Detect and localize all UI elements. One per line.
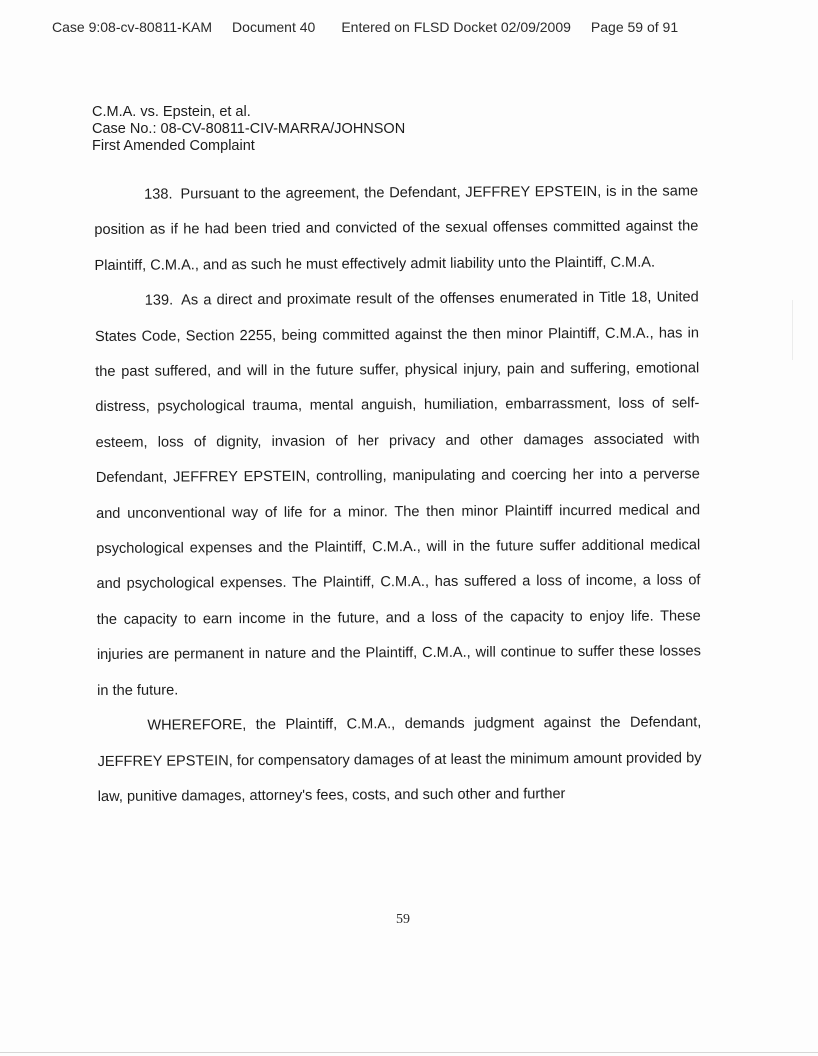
- caption-case-number: Case No.: 08-CV-80811-CIV-MARRA/JOHNSON: [92, 121, 406, 137]
- document-number: Document 40: [232, 19, 316, 35]
- paragraph-number: 139.: [144, 292, 174, 309]
- paragraph-text: WHEREFORE, the Plaintiff, C.M.A., demands judgment against the Defendant, JEFFREY EPSTEIN, for compensatory damages of at least the minimum amount provided by law, punitive damages, attorney's fees, costs, and such other and further: [97, 714, 702, 805]
- page-count: Page 59 of 91: [590, 19, 679, 35]
- paragraph-text: As a direct and proximate result of the offenses enumerated in Title 18, United States Code, Section 2255, being committed against the then minor Plaintiff, C.M.A., has in the past suffered, and will in the future suffer, physical injury, pain and suffering, emotional distress, psychological trauma, mental anguish, humiliation, embarrassment, loss of self-esteem, loss of dignity, invasion of her privacy and other damages associated with Defendant, JEFFREY EPSTEIN, controlling, manipulating and coercing her into a perverse and unconventional way of life for a minor. The then minor Plaintiff incurred medical and psychological expenses and the Plaintiff, C.M.A., will in the future suffer additional medical and psychological expenses. The Plaintiff, C.M.A., has suffered a loss of income, a loss of the capacity to earn income in the future, and a loss of the capacity to enjoy life. These injuries are permanent in nature and the Plaintiff, C.M.A., will continue to suffer these losses in the future.: [94, 289, 701, 699]
- docket-header-stamp: [52, 19, 678, 35]
- case-number: Case 9:08-cv-80811-KAM: [52, 19, 213, 35]
- caption-parties: C.M.A. vs. Epstein, et al.: [92, 104, 251, 120]
- paragraph-139: [95, 281, 702, 710]
- docket-entry-date: Entered on FLSD Docket 02/09/2009: [341, 19, 571, 35]
- scan-margin-mark: [792, 300, 793, 360]
- paragraph-138: [94, 174, 699, 284]
- scan-edge-line: [0, 1052, 818, 1053]
- complaint-body: [94, 174, 702, 815]
- wherefore-clause: [97, 705, 702, 815]
- page-number: [0, 912, 818, 928]
- page-number-text: 59: [396, 912, 410, 927]
- caption-document-title: First Amended Complaint: [92, 138, 255, 154]
- paragraph-number: 138.: [144, 186, 173, 203]
- paragraph-text: Pursuant to the agreement, the Defendant, JEFFREY EPSTEIN, is in the same position as if he had been tried and convicted of the sexual offenses committed against the Plaintiff, C.M.A., and as such he must effectively admit liability unto the Plaintiff, C.M.A.: [94, 183, 699, 274]
- case-caption: [92, 104, 405, 155]
